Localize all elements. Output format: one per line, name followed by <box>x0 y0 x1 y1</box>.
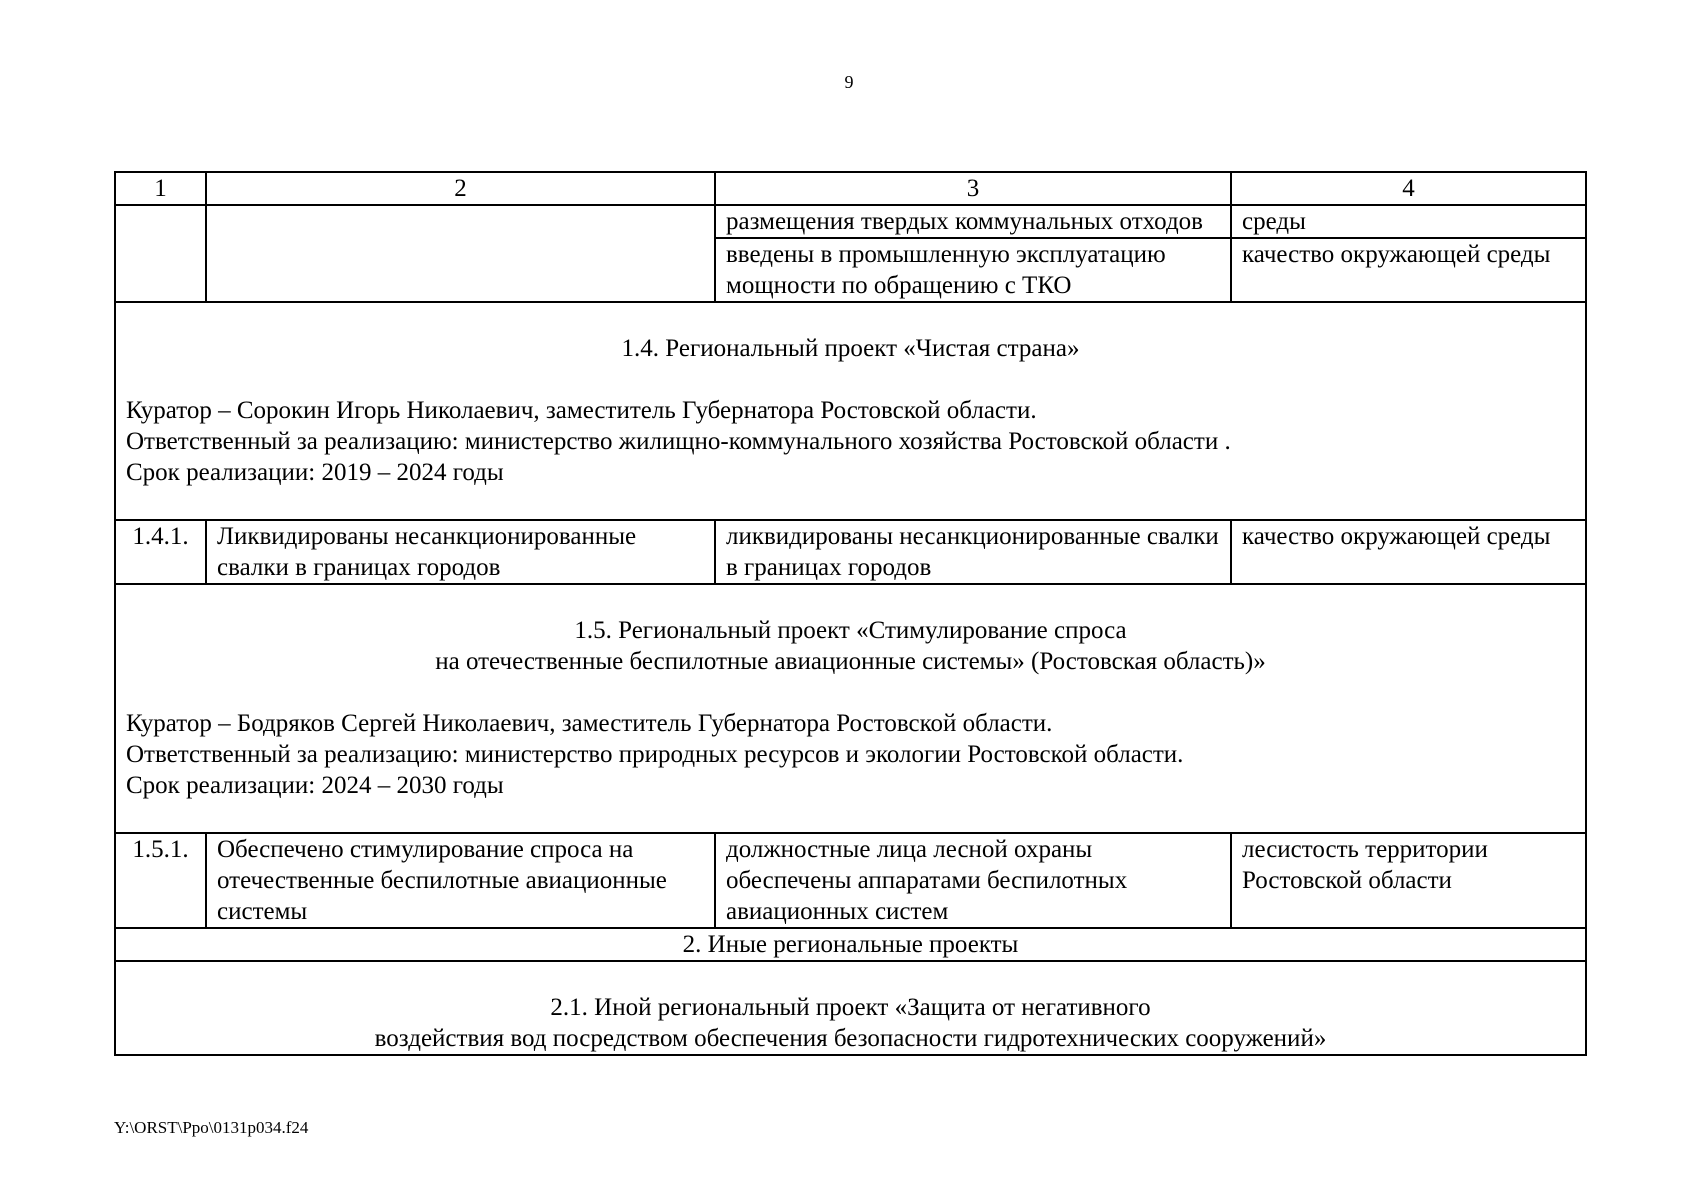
result-cell: размещения твердых коммунальных отходов <box>715 205 1231 238</box>
row-number: 1.5.1. <box>115 833 206 928</box>
section-block <box>115 961 1586 1055</box>
indicator-cell: лесистость территории Ростовской области <box>1231 833 1586 928</box>
indicator-cell: качество окружающей среды <box>1231 520 1586 584</box>
file-path-footer: Y:\ORST\Ppo\0131p034.f24 <box>114 1118 309 1137</box>
section-block <box>115 584 1586 833</box>
column-header-4: 4 <box>1231 172 1586 205</box>
section-title-line: на отечественные беспилотные авиационные системы» (Ростовская область)» <box>435 648 1266 675</box>
section-title: 1.4. Региональный проект «Чистая страна» <box>621 335 1080 362</box>
task-cell: Ликвидированы несанкционированные свалки в границах городов <box>206 520 715 584</box>
result-cell: ликвидированы несанкционированные свалки в границах городов <box>715 520 1231 584</box>
section-title <box>126 615 1575 677</box>
column-number-row <box>115 172 1586 205</box>
section-title-line: воздействия вод посредством обеспечения безопасности гидротехнических сооружений» <box>374 1025 1327 1052</box>
section-title-line: 1.5. Региональный проект «Стимулирование спроса <box>574 617 1127 644</box>
section-responsible: Ответственный за реализацию: министерство жилищно-коммунального хозяйства Ростовской области . <box>126 428 1231 455</box>
indicator-cell: качество окружающей среды <box>1231 238 1586 302</box>
task-cell: Обеспечено стимулирование спроса на отечественные беспилотные авиационные системы <box>206 833 715 928</box>
section-curator: Куратор – Бодряков Сергей Николаевич, заместитель Губернатора Ростовской области. <box>126 710 1053 737</box>
section-curator: Куратор – Сорокин Игорь Николаевич, заместитель Губернатора Ростовской области. <box>126 397 1037 424</box>
group-heading: 2. Иные региональные проекты <box>115 928 1586 961</box>
section-row-2-1 <box>115 961 1586 1055</box>
empty-cell <box>206 205 715 302</box>
result-cell: должностные лица лесной охраны обеспечены аппаратами беспилотных авиационных систем <box>715 833 1231 928</box>
section-block <box>115 302 1586 520</box>
section-row-1-5 <box>115 584 1586 833</box>
section-term: Срок реализации: 2019 – 2024 годы <box>126 459 504 486</box>
section-row-1-4 <box>115 302 1586 520</box>
table-row <box>115 520 1586 584</box>
row-number: 1.4.1. <box>115 520 206 584</box>
table-row <box>115 205 1586 238</box>
main-table <box>114 171 1587 1056</box>
section-title <box>126 992 1575 1054</box>
table-row <box>115 833 1586 928</box>
result-cell: введены в промышленную эксплуатацию мощности по обращению с ТКО <box>715 238 1231 302</box>
column-header-2: 2 <box>206 172 715 205</box>
section-responsible: Ответственный за реализацию: министерство природных ресурсов и экологии Ростовской области. <box>126 741 1184 768</box>
group-heading-row <box>115 928 1586 961</box>
empty-cell <box>115 205 206 302</box>
section-term: Срок реализации: 2024 – 2030 годы <box>126 772 504 799</box>
section-title-line: 2.1. Иной региональный проект «Защита от негативного <box>550 994 1151 1021</box>
column-header-1: 1 <box>115 172 206 205</box>
column-header-3: 3 <box>715 172 1231 205</box>
page-number: 9 <box>844 72 854 92</box>
indicator-cell: среды <box>1231 205 1586 238</box>
